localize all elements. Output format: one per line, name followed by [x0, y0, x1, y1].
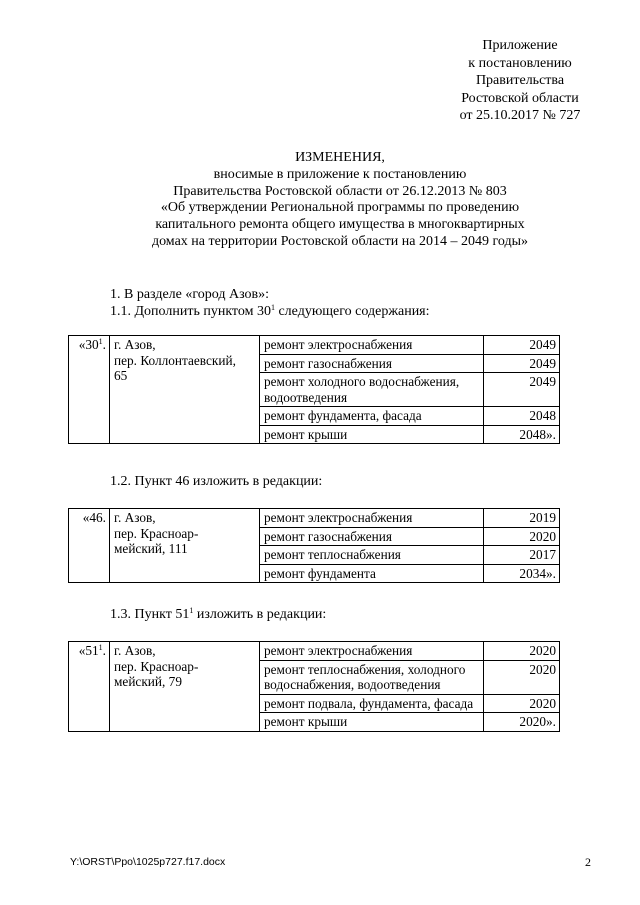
- item-number-sup: 1: [98, 337, 103, 346]
- item-number-sup: 1: [98, 643, 103, 652]
- year-cell: 2019: [484, 509, 560, 528]
- year-cell: 2020».: [484, 713, 560, 732]
- work-cell: ремонт подвала, фундамента, фасада: [260, 694, 484, 713]
- section-1-1-sup: 1: [270, 303, 275, 312]
- section-1-1-heading: [110, 303, 430, 320]
- year-cell: 2049: [484, 336, 560, 355]
- work-cell: ремонт газоснабжения: [260, 354, 484, 373]
- work-cell: ремонт электроснабжения: [260, 509, 484, 528]
- document-heading: [60, 150, 620, 251]
- work-cell: ремонт крыши: [260, 425, 484, 444]
- table-row: [69, 509, 560, 528]
- appendix-line-1: Приложение: [482, 38, 558, 53]
- table-item-30-1: [68, 335, 560, 444]
- address-cell: г. Азов, пер. Коллонтаевский, 65: [110, 336, 260, 444]
- heading-line-1: вносимые в приложение к постановлению: [213, 166, 467, 182]
- table-item-51-1: [68, 641, 560, 732]
- section-1-3-heading: [110, 606, 326, 623]
- year-cell: 2049: [484, 373, 560, 407]
- heading-title: ИЗМЕНЕНИЯ,: [295, 150, 385, 165]
- appendix-block: [420, 37, 620, 125]
- section-1-heading: 1. В разделе «город Азов»:: [110, 287, 270, 302]
- work-cell: ремонт газоснабжения: [260, 527, 484, 546]
- year-cell: 2034».: [484, 564, 560, 583]
- year-cell: 2020: [484, 527, 560, 546]
- year-cell: 2017: [484, 546, 560, 565]
- work-cell: ремонт крыши: [260, 713, 484, 732]
- table-item-46: [68, 508, 560, 583]
- appendix-line-2: к постановлению: [468, 55, 572, 71]
- year-cell: 2048».: [484, 425, 560, 444]
- year-cell: 2020: [484, 642, 560, 661]
- item-number: «51: [78, 643, 99, 658]
- section-1-1-text-a: 1.1. Дополнить пунктом 30: [110, 304, 271, 319]
- section-1-2-heading: 1.2. Пункт 46 изложить в редакции:: [110, 474, 323, 489]
- heading-line-5: домах на территории Ростовской области на 2014 – 2049 годы»: [151, 233, 529, 249]
- year-cell: 2049: [484, 354, 560, 373]
- section-1-3-text-a: 1.3. Пункт 51: [110, 607, 190, 622]
- year-cell: 2020: [484, 694, 560, 713]
- item-number-end: .: [102, 643, 106, 658]
- item-number-cell: [69, 336, 110, 444]
- work-cell: ремонт теплоснабжения: [260, 546, 484, 565]
- year-cell: 2020: [484, 660, 560, 694]
- address-cell: г. Азов, пер. Красноар- мейский, 79: [110, 642, 260, 732]
- work-cell: ремонт холодного водоснабжения, водоотведения: [260, 373, 484, 407]
- page-number: 2: [585, 855, 591, 869]
- section-1-1-text-b: следующего содержания:: [274, 304, 430, 319]
- work-cell: ремонт электроснабжения: [260, 336, 484, 355]
- year-cell: 2048: [484, 407, 560, 426]
- item-number-cell: [69, 642, 110, 732]
- item-number-end: .: [102, 337, 106, 352]
- heading-line-2: Правительства Ростовской области от 26.12.2013 № 803: [173, 183, 507, 199]
- work-cell: ремонт теплоснабжения, холодного водоснабжения, водоотведения: [260, 660, 484, 694]
- work-cell: ремонт фундамента: [260, 564, 484, 583]
- table-row: [69, 642, 560, 661]
- work-cell: ремонт фундамента, фасада: [260, 407, 484, 426]
- table-row: [69, 336, 560, 355]
- heading-line-3: «Об утверждении Региональной программы по проведению: [160, 200, 520, 216]
- item-number-cell: «46.: [69, 509, 110, 583]
- footer-file-path: Y:\ORST\Ppo\1025p727.f17.docx: [70, 856, 226, 868]
- section-1-3-text-b: изложить в редакции:: [193, 607, 327, 622]
- appendix-line-4: Ростовской области: [461, 90, 579, 106]
- address-cell: г. Азов, пер. Красноар- мейский, 111: [110, 509, 260, 583]
- appendix-line-3: Правительства: [475, 73, 565, 88]
- work-cell: ремонт электроснабжения: [260, 642, 484, 661]
- section-1-3-sup: 1: [189, 606, 194, 615]
- item-number: «30: [78, 337, 99, 352]
- heading-line-4: капитального ремонта общего имущества в многоквартирных: [155, 217, 525, 233]
- appendix-line-5: от 25.10.2017 № 727: [459, 108, 581, 123]
